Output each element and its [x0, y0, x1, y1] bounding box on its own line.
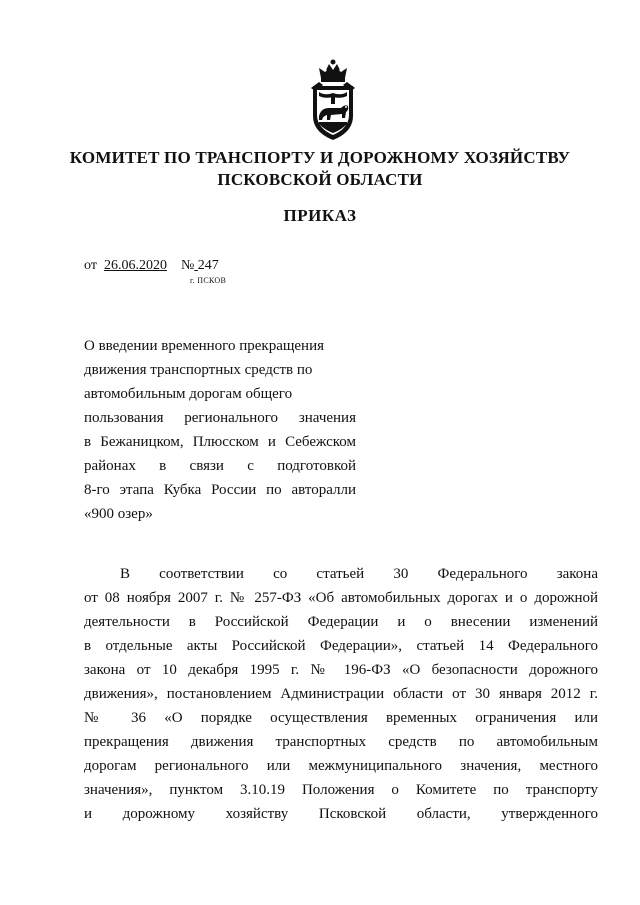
body-line: в отдельные акты Российской Федерации», статьей 14 Федерального: [84, 638, 598, 654]
subject-line: движения транспортных средств по: [84, 362, 313, 378]
date-prefix: от: [84, 258, 97, 273]
number-prefix: №: [180, 258, 195, 273]
organization-name-line1: КОМИТЕТ ПО ТРАНСПОРТУ И ДОРОЖНОМУ ХОЗЯЙСТВУ: [69, 148, 571, 167]
organization-name-line2: ПСКОВСКОЙ ОБЛАСТИ: [217, 170, 423, 189]
pskov-coat-of-arms-emblem: [301, 58, 365, 142]
document-date: 26.06.2020: [103, 258, 167, 273]
subject-line: районах в связи с подготовкой: [84, 458, 356, 474]
subject-line: О введении временного прекращения: [84, 338, 325, 354]
body-line: и дорожному хозяйству Псковской области, утвержденного: [84, 806, 598, 822]
body-line: дорогам регионального или межмуниципального значения, местного: [84, 758, 598, 774]
document-number: 247: [197, 258, 219, 273]
body-line: В соответствии со статьей 30 Федерального закона: [120, 566, 598, 582]
body-line: движения», постановлением Администрации области от 30 января 2012 г.: [84, 686, 598, 702]
body-line: значения», пунктом 3.10.19 Положения о Комитете по транспорту: [84, 782, 598, 798]
subject-line: «900 озер»: [84, 506, 153, 522]
city-label: г. ПСКОВ: [190, 276, 227, 285]
subject-line: автомобильным дорогам общего: [84, 386, 293, 402]
body-line: № 36 «О порядке осуществления временных ограничения или: [84, 710, 598, 726]
document-type-title: ПРИКАЗ: [283, 206, 357, 225]
document-subject: [84, 334, 356, 526]
date-number-line: [84, 258, 219, 274]
subject-line: пользования регионального значения: [84, 410, 356, 426]
subject-line: 8-го этапа Кубка России по авторалли: [84, 482, 356, 498]
body-line: деятельности в Российской Федерации и о внесении изменений: [84, 614, 598, 630]
body-line: от 08 ноября 2007 г. № 257-ФЗ «Об автомобильных дорогах и о дорожной: [84, 590, 598, 606]
subject-line: в Бежаницком, Плюсском и Себежском: [84, 434, 356, 450]
body-line: прекращения движения транспортных средств по автомобильным: [84, 734, 598, 750]
body-line: закона от 10 декабря 1995 г. № 196-ФЗ «О безопасности дорожного: [84, 662, 598, 678]
document-body: [84, 562, 598, 826]
